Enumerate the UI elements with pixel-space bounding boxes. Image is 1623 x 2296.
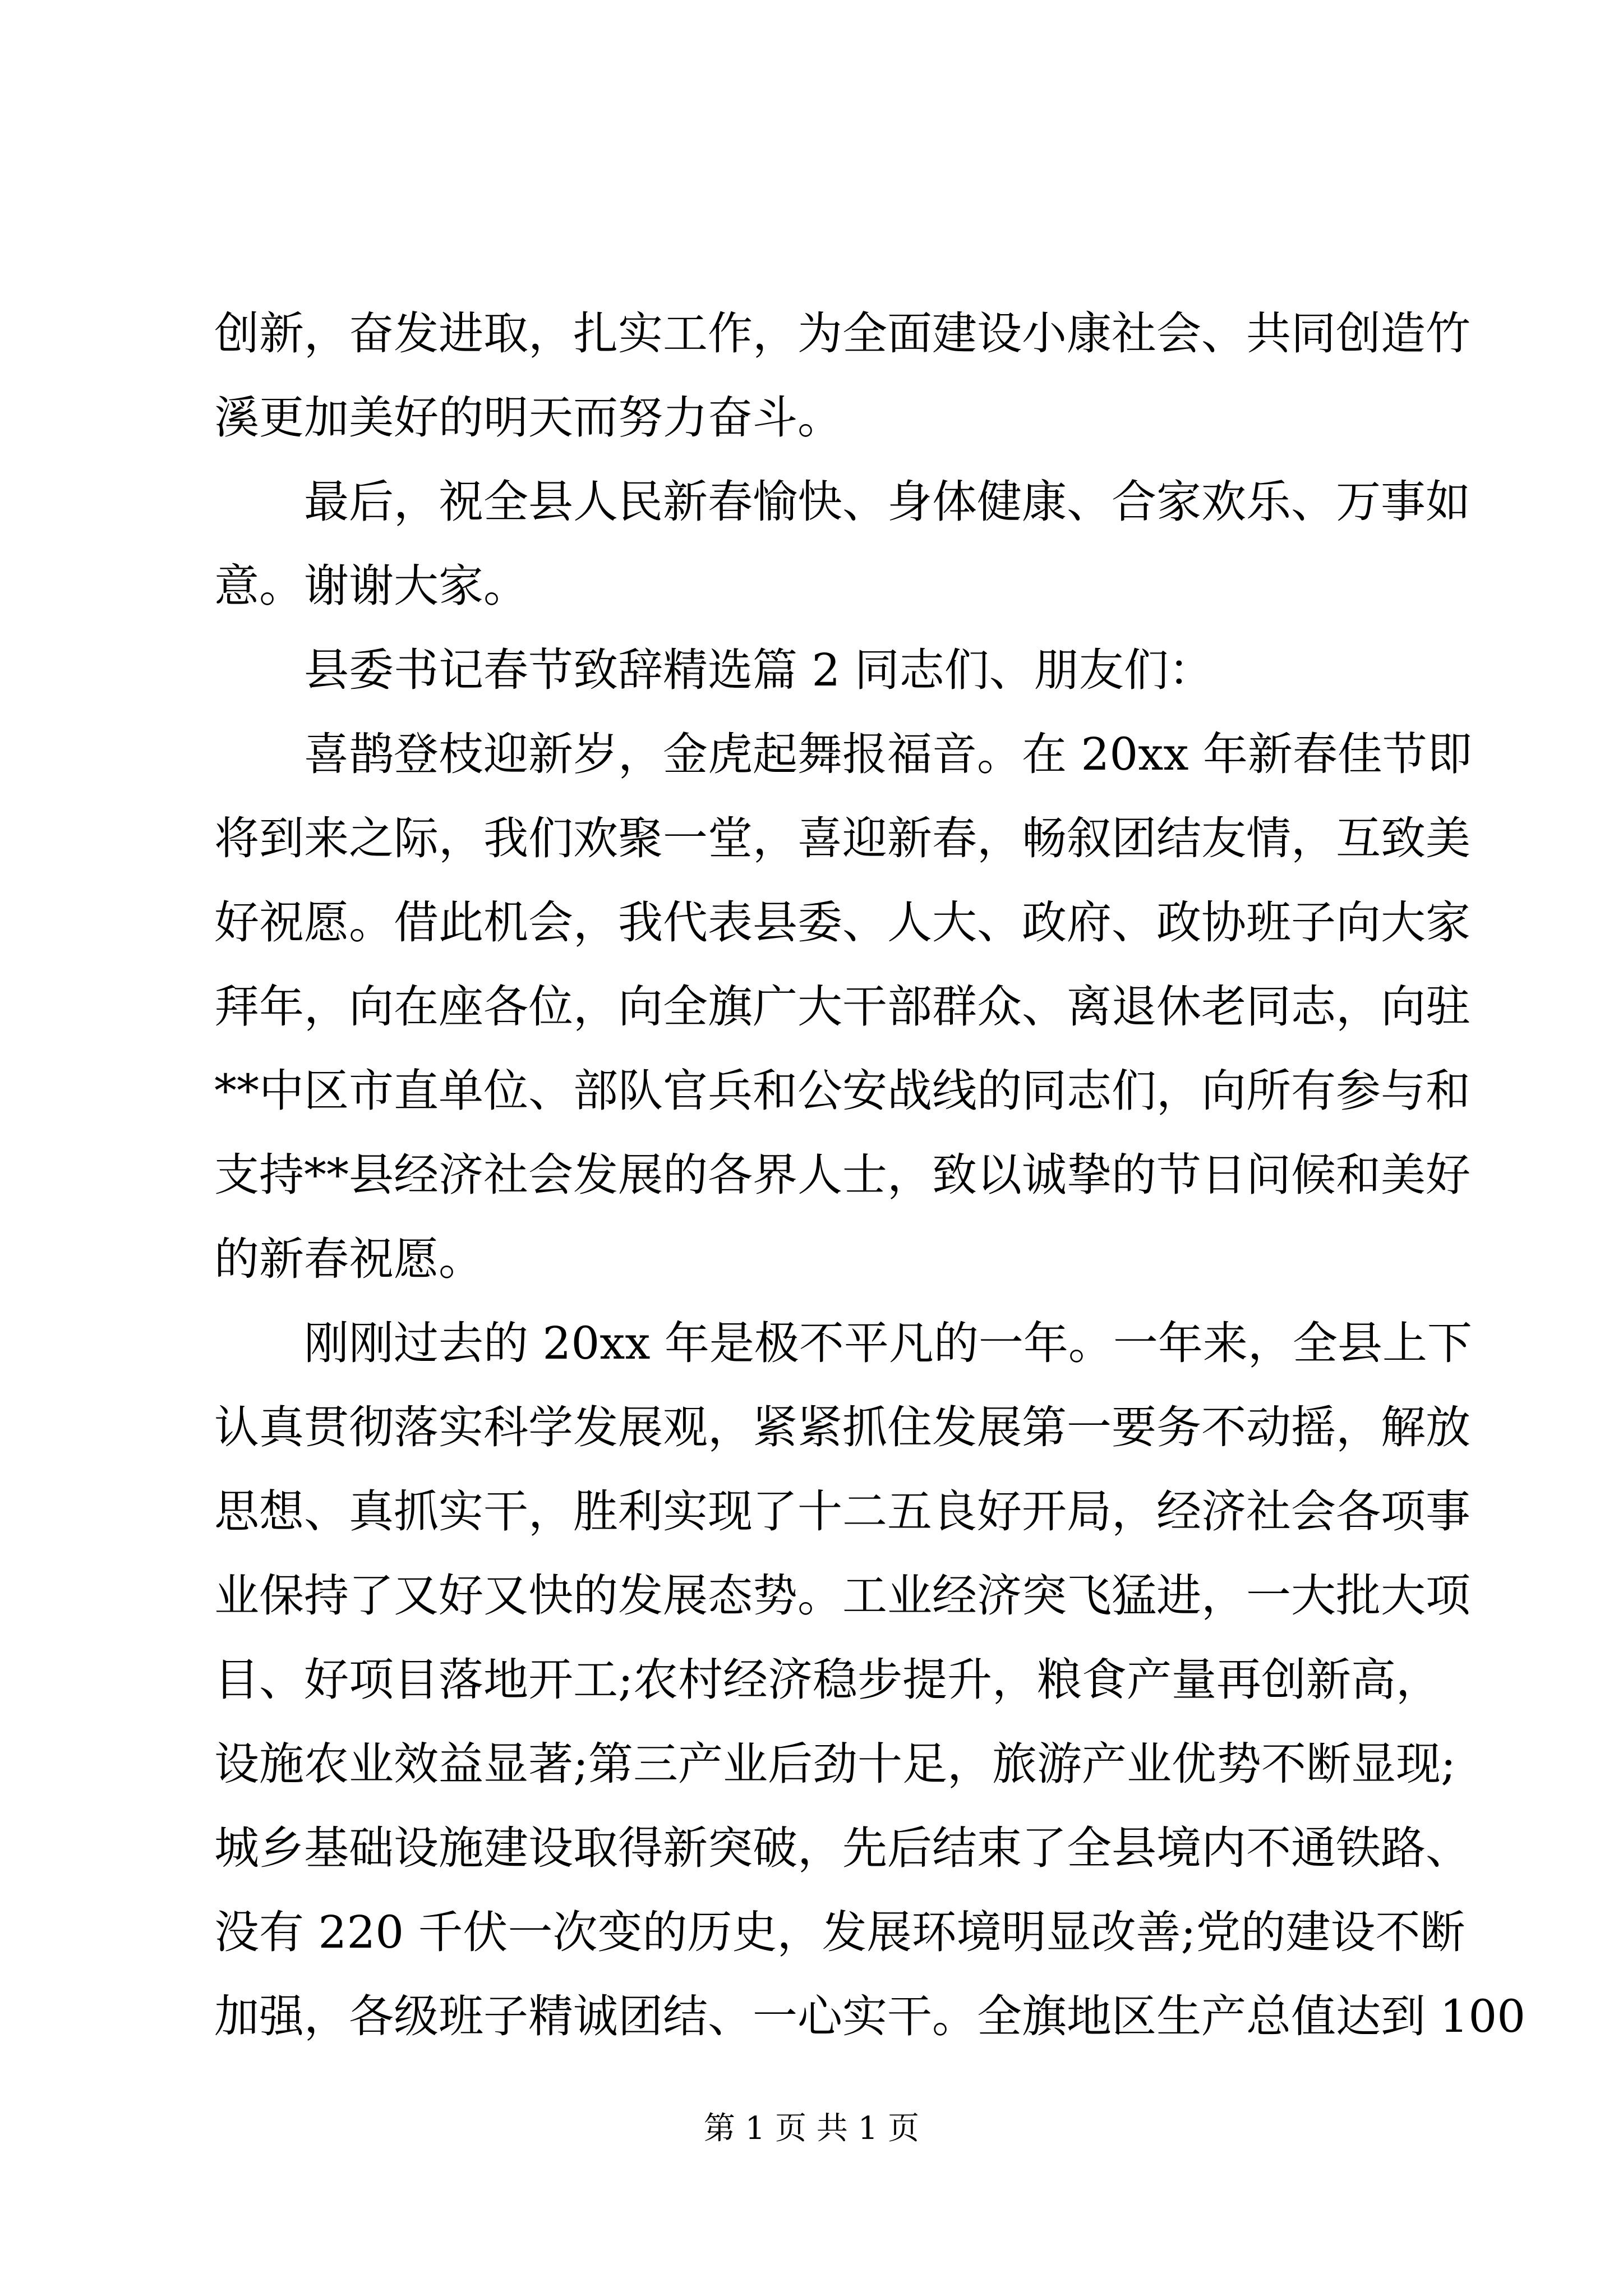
text-line: 业保持了又好又快的发展态势。工业经济突飞猛进，一大批大项: [214, 1570, 1470, 1622]
text-line: 意。谢谢大家。: [214, 560, 528, 612]
paragraph-wishes: [214, 460, 1470, 628]
paragraph-review: [214, 1301, 1526, 2059]
text-line: 刚刚过去的 20xx 年是极不平凡的一年。一年来，全县上下: [304, 1317, 1472, 1369]
text-line: 创新，奋发进取，扎实工作，为全面建设小康社会、共同创造竹: [214, 307, 1470, 360]
text-line: 目、好项目落地开工;农村经济稳步提升，粮食产量再创新高，: [214, 1654, 1441, 1706]
text-line: 的新春祝愿。: [214, 1233, 483, 1285]
text-line: 拜年，向在座各位，向全旗广大干部群众、离退休老同志，向驻: [214, 981, 1470, 1033]
text-line: 设施农业效益显著;第三产业后劲十足，旅游产业优势不断显现;: [214, 1738, 1456, 1790]
page-footer: 第 1 页 共 1 页: [703, 2110, 920, 2147]
paragraph-greeting: [214, 712, 1472, 1301]
text-line: 最后，祝全县人民新春愉快、身体健康、合家欢乐、万事如: [304, 476, 1470, 528]
document-body: [214, 292, 1526, 2059]
text-line: 加强，各级班子精诚团结、一心实干。全旗地区生产总值达到 100: [214, 1990, 1526, 2042]
text-line: 支持**县经济社会发展的各界人士，致以诚挚的节日问候和美好: [214, 1149, 1470, 1201]
text-line: 认真贯彻落实科学发展观，紧紧抓住发展第一要务不动摇，解放: [214, 1401, 1470, 1453]
text-line: **中区市直单位、部队官兵和公安战线的同志们，向所有参与和: [214, 1065, 1470, 1117]
text-line: 思想、真抓实干，胜利实现了十二五良好开局，经济社会各项事: [214, 1485, 1470, 1538]
text-line: 好祝愿。借此机会，我代表县委、人大、政府、政协班子向大家: [214, 896, 1470, 949]
paragraph-closing-call: [214, 292, 1470, 460]
text-line: 喜鹊登枝迎新岁，金虎起舞报福音。在 20xx 年新春佳节即: [304, 728, 1472, 780]
text-line: 将到来之际，我们欢聚一堂，喜迎新春，畅叙团结友情，互致美: [214, 812, 1470, 864]
paragraph-heading-speech-2: [214, 628, 1426, 712]
text-line: 溪更加美好的明天而努力奋斗。: [214, 392, 842, 444]
text-line: 没有 220 千伏一次变的历史，发展环境明显改善;党的建设不断: [214, 1906, 1465, 1958]
text-line: 城乡基础设施建设取得新突破，先后结束了全县境内不通铁路、: [214, 1822, 1470, 1874]
text-line: 县委书记春节致辞精选篇 2 同志们、朋友们：: [304, 644, 1214, 696]
